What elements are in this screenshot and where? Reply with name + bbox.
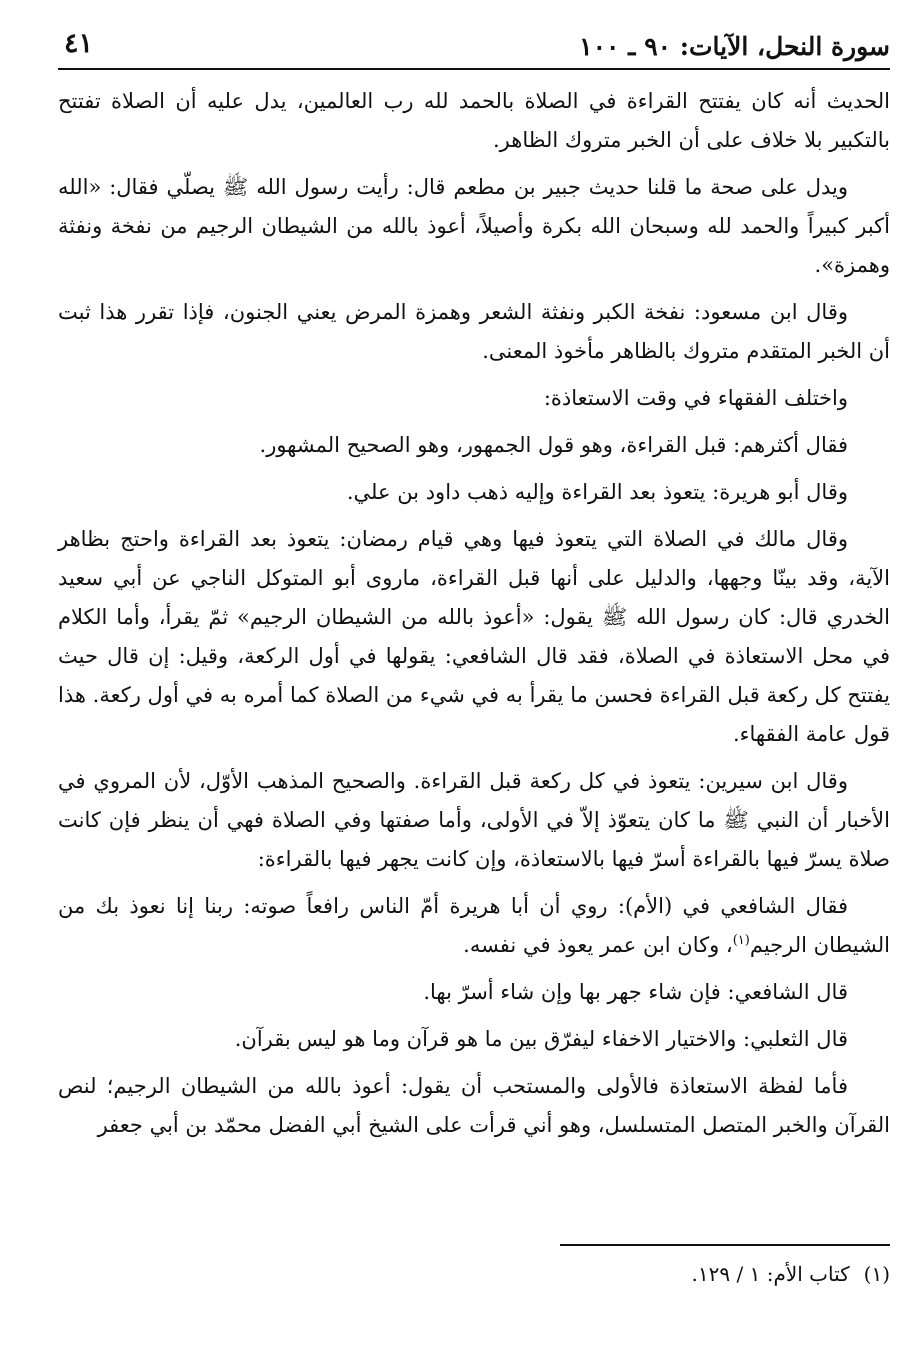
paragraph: وقال ابن سيرين: يتعوذ في كل ركعة قبل القراءة. والصحيح المذهب الأوّل، لأن المروي في الأخبار أن النبي ﷺ ما كان يتعوّذ إلاّ في الأولى، وأما صفتها وفي الصلاة فهي أن ينظر فإن كانت صلاة يسرّ فيها بالقراءة أسرّ فيها بالاستعاذة، وإن كانت يجهر فيها بالقراءة: xyxy=(58,769,890,871)
page-header xyxy=(58,26,890,70)
book-page xyxy=(58,26,890,1356)
running-title: سورة النحل، الآيات: ٩٠ ـ ١٠٠ xyxy=(579,32,890,61)
paragraph: قال الشافعي: فإن شاء جهر بها وإن شاء أسرّ بها. xyxy=(423,980,848,1004)
page-number: ٤١ xyxy=(64,28,94,59)
paragraph: ويدل على صحة ما قلنا حديث جبير بن مطعم قال: رأيت رسول الله ﷺ يصلّي فقال: «الله أكبر كبيراً والحمد لله وسبحان الله بكرة وأصيلاً، أعوذ بالله من الشيطان الرجيم من نفخة ونفثة وهمزة». xyxy=(58,175,890,277)
paragraph-with-footnote xyxy=(58,887,890,965)
footnote-number: (١) xyxy=(863,1262,890,1286)
footnote xyxy=(692,1262,890,1286)
footnote-text: كتاب الأم: ١ / ١٢٩. xyxy=(691,1262,850,1286)
paragraph: واختلف الفقهاء في وقت الاستعاذة: xyxy=(543,386,848,410)
page-body xyxy=(58,82,890,1145)
paragraph: فأما لفظة الاستعاذة فالأولى والمستحب أن يقول: أعوذ بالله من الشيطان الرجيم؛ لنص القرآن والخبر المتصل المتسلسل، وهو أني قرأت على الشيخ أبي الفضل محمّد بن أبي جعفر xyxy=(58,1074,890,1137)
paragraph-text: فقال الشافعي في (الأم): روي أن أبا هريرة أمّ الناس رافعاً صوته: ربنا إنا نعوذ بك من الشيطان الرجيم xyxy=(58,894,890,957)
paragraph-text: ، وكان ابن عمر يعوذ في نفسه. xyxy=(463,933,733,957)
paragraph: قال الثعلبي: والاختيار الاخفاء ليفرّق بين ما هو قرآن وما هو ليس بقرآن. xyxy=(234,1027,848,1051)
paragraph: وقال مالك في الصلاة التي يتعوذ فيها وهي قيام رمضان: يتعوذ بعد القراءة واحتج بظاهر الآية، وقد بينّا وجهها، والدليل على أنها قبل القراءة، ماروى أبو المتوكل الناجي عن أبي سعيد الخدري قال: كان رسول الله ﷺ يقول: «أعوذ بالله من الشيطان الرجيم» ثمّ يقرأ، وأما الكلام في محل الاستعاذة في الصلاة، فقد قال الشافعي: يقولها في أول الركعة، وقيل: إن قال حيث يفتتح كل ركعة قبل القراءة فحسن ما يقرأ به في شيء من الصلاة كما أمره به في أول ركعة. هذا قول عامة الفقهاء. xyxy=(58,527,890,746)
paragraph: الحديث أنه كان يفتتح القراءة في الصلاة بالحمد لله رب العالمين، يدل عليه أن الصلاة تفتتح بالتكبير بلا خلاف على أن الخبر متروك الظاهر. xyxy=(58,89,890,152)
paragraph: وقال ابن مسعود: نفخة الكبر ونفثة الشعر وهمزة المرض يعني الجنون، فإذا تقرر هذا ثبت أن الخبر المتقدم متروك بالظاهر مأخوذ المعنى. xyxy=(58,300,890,363)
paragraph: وقال أبو هريرة: يتعوذ بعد القراءة وإليه ذهب داود بن علي. xyxy=(346,480,848,504)
paragraph: فقال أكثرهم: قبل القراءة، وهو قول الجمهور، وهو الصحيح المشهور. xyxy=(259,433,848,457)
footnote-reference[interactable]: (١) xyxy=(732,933,750,948)
footnote-divider xyxy=(560,1244,890,1246)
